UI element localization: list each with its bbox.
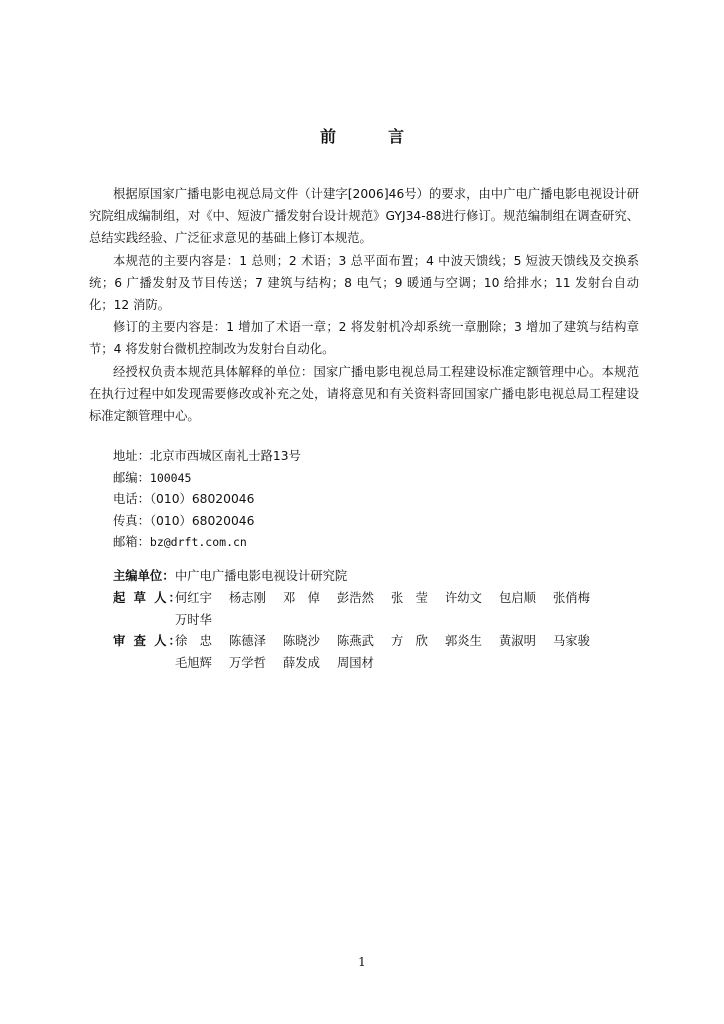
reviewer-name: 陈晓沙 — [283, 634, 320, 649]
paragraph-revision-contents: 修订的主要内容是：1 增加了术语一章；2 将发射机冷却系统一章删除；3 增加了建筑与结构章节；4 将发射台微机控制改为发射台自动化。 — [89, 320, 639, 357]
postcode-value: 100045 — [149, 470, 192, 485]
drafter-name: 张俏梅 — [553, 590, 590, 605]
phone-label: 电话： — [113, 492, 150, 507]
reviewers-list — [175, 631, 645, 675]
drafter-name: 杨志刚 — [229, 590, 266, 605]
drafter-name: 彭浩然 — [337, 590, 374, 605]
reviewer-name: 陈燕武 — [337, 634, 374, 649]
page-title: 前 言 — [319, 127, 422, 146]
paragraph-interpretation-unit: 经授权负责本规范具体解释的单位：国家广播电影电视总局工程建设标准定额管理中心。本规范在执行过程中如发现需要修改或补充之处，请将意见和有关资料寄回国家广播电影电视总局工程建设标准定额管理中心。 — [89, 364, 639, 424]
editor-unit-value: 中广电广播电影电视设计研究院 — [175, 569, 348, 583]
drafter-name: 万时华 — [175, 612, 212, 627]
postcode-label: 邮编： — [113, 470, 150, 485]
paragraph-revision-basis: 根据原国家广播电影电视总局文件（计建字[2006]46号）的要求，由中广电广播电影电视设计研究院组成编制组，对《中、短波广播发射台设计规范》GYJ34-88进行修订。规范编制组在调查研究、总结实践经验、广泛征求意见的基础上修订本规范。 — [89, 187, 639, 246]
drafter-name: 许幼文 — [445, 590, 482, 605]
postcode-line — [113, 468, 301, 490]
preface-body — [89, 183, 639, 427]
drafter-name: 包启顺 — [499, 590, 536, 605]
reviewer-name: 方 欣 — [391, 634, 428, 649]
paragraph-main-contents: 本规范的主要内容是：1 总则；2 术语；3 总平面布置；4 中波天馈线；5 短波天馈线及交换系统；6 广播发射及节目传送；7 建筑与结构；8 电气；9 暖通与空调；10 给排水；11 发射台自动化；12 消防。 — [89, 253, 639, 313]
reviewer-name: 万学哲 — [229, 656, 266, 671]
reviewers-label: 审 查 人： — [113, 634, 183, 649]
drafters-label: 起 草 人： — [113, 590, 183, 605]
editor-unit-label: 主编单位： — [113, 569, 175, 583]
drafter-name: 张 莹 — [391, 590, 428, 605]
fax-label: 传真： — [113, 513, 150, 528]
reviewer-name: 黄淑明 — [499, 634, 536, 649]
phone-line — [113, 489, 301, 511]
drafter-name: 邓 倬 — [283, 590, 320, 605]
phone-value: （010）68020046 — [149, 492, 255, 507]
reviewer-name: 徐 忠 — [175, 634, 212, 649]
reviewer-name: 周国材 — [337, 656, 374, 671]
fax-line — [113, 511, 301, 533]
reviewer-name: 马家骏 — [553, 634, 590, 649]
reviewers-row — [113, 631, 645, 675]
drafters-list — [175, 588, 645, 632]
reviewer-name: 郭炎生 — [445, 634, 482, 649]
drafters-row — [113, 588, 645, 632]
address-value: 北京市西城区南礼士路13号 — [149, 449, 301, 463]
editor-unit-row — [113, 566, 645, 588]
email-label: 邮箱： — [113, 535, 150, 550]
email-value: bz@drft.com.cn — [149, 535, 247, 550]
fax-value: （010）68020046 — [149, 513, 255, 528]
credits-block — [113, 566, 645, 675]
reviewer-name: 陈德泽 — [229, 634, 266, 649]
email-line — [113, 532, 301, 554]
reviewer-name: 薛发成 — [283, 656, 320, 671]
address-line — [113, 446, 301, 468]
drafter-name: 何红宇 — [175, 590, 212, 605]
page-number: 1 — [358, 955, 366, 969]
reviewer-name: 毛旭辉 — [175, 656, 212, 671]
address-label: 地址： — [113, 449, 150, 463]
contact-block — [113, 446, 301, 554]
